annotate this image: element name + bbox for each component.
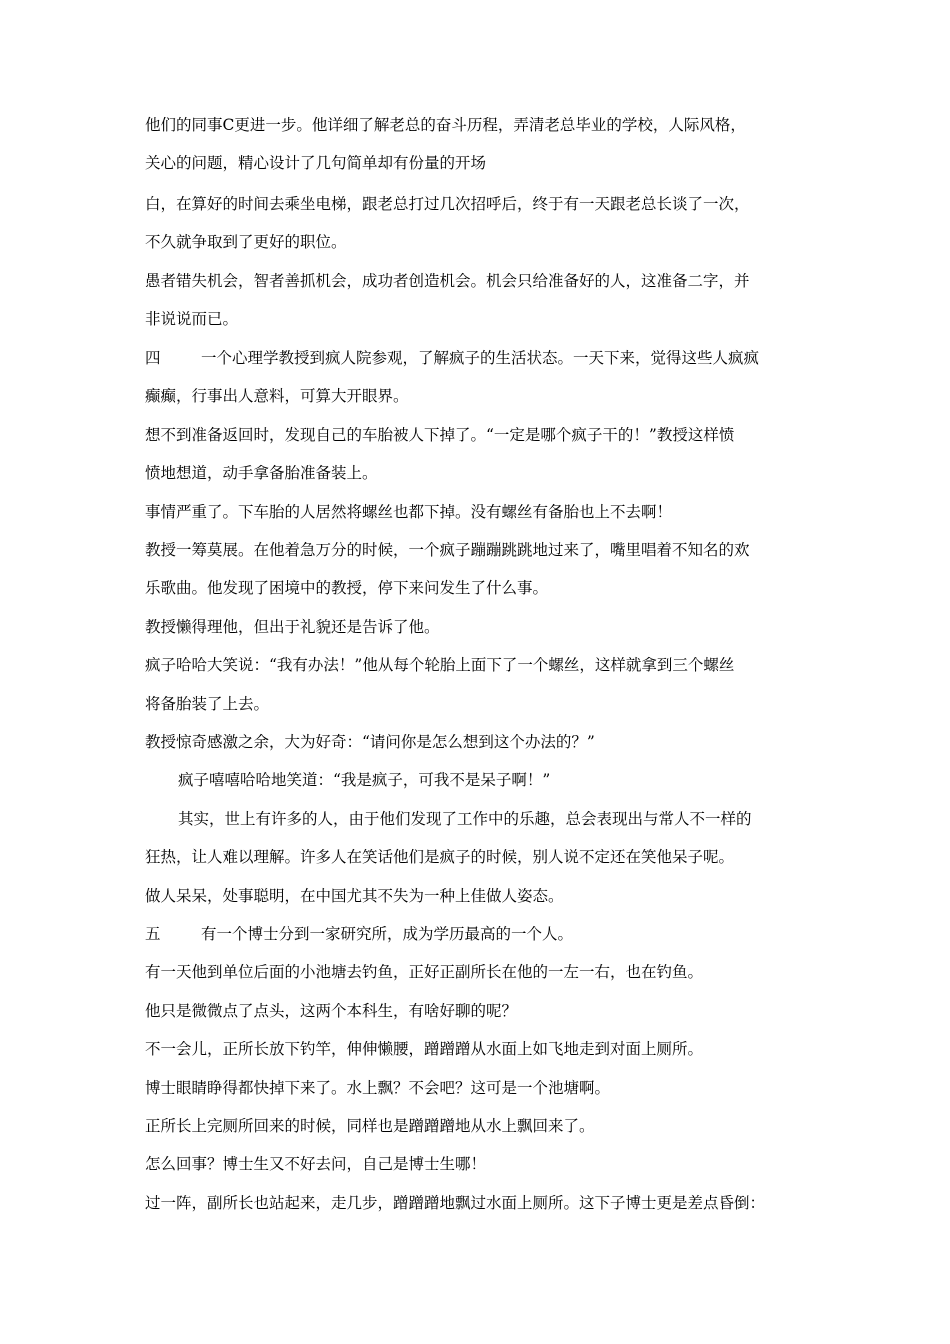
paragraph-line: 疯子嘻嘻哈哈地笑道：“我是疯子，可我不是呆子啊！”: [178, 771, 551, 789]
paragraph-line: 正所长上完厕所回来的时候，同样也是蹭蹭蹭地从水上飘回来了。: [145, 1117, 595, 1135]
paragraph-line: 想不到准备返回时，发现自己的车胎被人下掉了。“一定是哪个疯子干的！”教授这样愤: [145, 426, 735, 444]
paragraph-line: 他们的同事C更进一步。他详细了解老总的奋斗历程，弄清老总毕业的学校，人际风格，: [145, 116, 746, 134]
section-number-five: 五: [145, 925, 161, 943]
paragraph-line: 一个心理学教授到疯人院参观，了解疯子的生活状态。一天下来，觉得这些人疯疯: [201, 349, 760, 367]
paragraph-line: 有一天他到单位后面的小池塘去钓鱼，正好正副所长在他的一左一右，也在钓鱼。: [145, 963, 704, 981]
section-four-first-line: [145, 348, 825, 368]
paragraph-line: 愤地想道，动手拿备胎准备装上。: [145, 464, 378, 482]
paragraph-line: 不一会儿，正所长放下钓竿，伸伸懒腰，蹭蹭蹭从水面上如飞地走到对面上厕所。: [145, 1040, 704, 1058]
paragraph-line: 教授惊奇感激之余，大为好奇：“请问你是怎么想到这个办法的？”: [145, 733, 595, 751]
paragraph-line: 博士眼睛睁得都快掉下来了。水上飘？不会吧？这可是一个池塘啊。: [145, 1079, 611, 1097]
paragraph-line: 狂热，让人难以理解。许多人在笑话他们是疯子的时候，别人说不定还在笑他呆子呢。: [145, 848, 735, 866]
paragraph-line: 有一个博士分到一家研究所，成为学历最高的一个人。: [201, 925, 574, 943]
paragraph-line: 关心的问题，精心设计了几句简单却有份量的开场: [145, 154, 487, 172]
paragraph-line: 癫癫，行事出人意料，可算大开眼界。: [145, 387, 409, 405]
paragraph-line: 愚者错失机会，智者善抓机会，成功者创造机会。机会只给准备好的人，这准备二字，并: [145, 272, 750, 290]
section-five-first-line: [145, 924, 825, 944]
section-number-four: 四: [145, 349, 161, 367]
paragraph-line: 事情严重了。下车胎的人居然将螺丝也都下掉。没有螺丝有备胎也上不去啊！: [145, 503, 673, 521]
paragraph-line: 怎么回事？博士生又不好去问，自己是博士生哪！: [145, 1155, 487, 1173]
paragraph-line: 做人呆呆，处事聪明，在中国尤其不失为一种上佳做人姿态。: [145, 887, 564, 905]
paragraph-line: 教授懒得理他，但出于礼貌还是告诉了他。: [145, 618, 440, 636]
paragraph-line: 其实，世上有许多的人，由于他们发现了工作中的乐趣，总会表现出与常人不一样的: [178, 810, 752, 828]
paragraph-line: 乐歌曲。他发现了困境中的教授，停下来问发生了什么事。: [145, 579, 549, 597]
paragraph-line: 过一阵，副所长也站起来，走几步，蹭蹭蹭地飘过水面上厕所。这下子博士更是差点昏倒：: [145, 1194, 766, 1212]
paragraph-line: 他只是微微点了点头，这两个本科生，有啥好聊的呢？: [145, 1002, 518, 1020]
paragraph-line: 白，在算好的时间去乘坐电梯，跟老总打过几次招呼后，终于有一天跟老总长谈了一次，: [145, 195, 750, 213]
paragraph-line: 疯子哈哈大笑说：“我有办法！”他从每个轮胎上面下了一个螺丝，这样就拿到三个螺丝: [145, 656, 735, 674]
paragraph-line: 将备胎装了上去。: [145, 695, 270, 713]
paragraph-line: 非说说而已。: [145, 310, 239, 328]
paragraph-line: 教授一筹莫展。在他着急万分的时候，一个疯子蹦蹦跳跳地过来了，嘴里唱着不知名的欢: [145, 541, 750, 559]
paragraph-line: 不久就争取到了更好的职位。: [145, 233, 347, 251]
